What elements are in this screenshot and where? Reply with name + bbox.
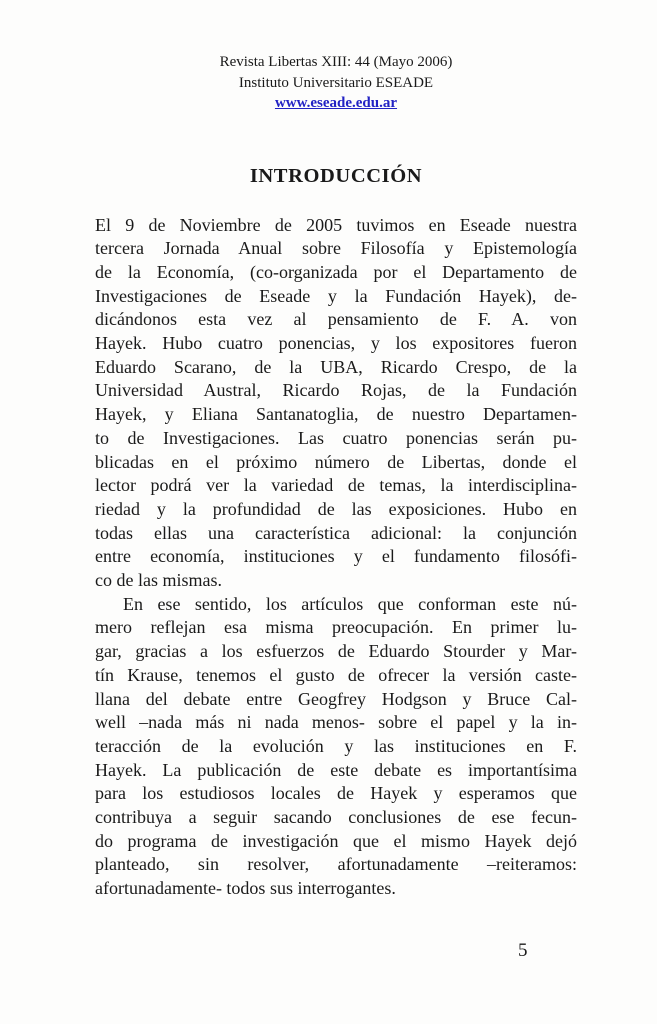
text-line: lector podrá ver la variedad de temas, la interdisciplina- — [95, 475, 577, 496]
text-line: Universidad Austral, Ricardo Rojas, de la Fundación — [95, 380, 577, 401]
text-line: do programa de investigación que el mismo Hayek dejó — [95, 830, 577, 851]
text-line: gar, gracias a los esfuerzos de Eduardo Stourder y Mar- — [95, 641, 577, 662]
text-line: Investigaciones de Eseade y la Fundación Hayek), de- — [95, 285, 577, 306]
text-line: co de las mismas. — [95, 570, 222, 591]
eseade-website-link[interactable]: www.eseade.edu.ar — [274, 95, 398, 111]
text-line: Hayek, y Eliana Santanatoglia, de nuestro Departamen- — [95, 404, 577, 425]
text-line: Eduardo Scarano, de la UBA, Ricardo Crespo, de la — [95, 356, 577, 377]
text-line: tercera Jornada Anual sobre Filosofía y Epistemología — [95, 238, 577, 259]
text-line: todas ellas una característica adicional: la conjunción — [95, 522, 577, 543]
text-line: para los estudiosos locales de Hayek y esperamos que — [95, 783, 577, 804]
text-line: blicadas en el próximo número de Libertas, donde el — [95, 451, 577, 472]
text-line: dicándonos esta vez al pensamiento de F. A. von — [95, 309, 577, 330]
journal-title: Revista Libertas XIII: 44 (Mayo 2006) — [219, 54, 453, 70]
institute-name: Instituto Universitario ESEADE — [238, 74, 434, 91]
text-line: entre economía, instituciones y el fundamento filosófi- — [95, 546, 577, 567]
text-line: well –nada más ni nada menos- sobre el papel y la in- — [95, 712, 577, 733]
text-line: de la Economía, (co-organizada por el Departamento de — [95, 261, 577, 282]
text-line: tín Krause, tenemos el gusto de ofrecer la versión caste- — [95, 664, 577, 685]
page-number: 5 — [518, 940, 528, 961]
text-line: to de Investigaciones. Las cuatro ponencias serán pu- — [95, 427, 577, 448]
text-line: llana del debate entre Geogfrey Hodgson y Bruce Cal- — [95, 688, 577, 709]
text-line: afortunadamente- todos sus interrogantes. — [95, 878, 396, 899]
body-text — [95, 214, 577, 901]
text-line: Hayek. Hubo cuatro ponencias, y los expositores fueron — [95, 333, 577, 354]
text-line: contribuya a seguir sacando conclusiones de ese fecun- — [95, 807, 577, 828]
text-line: El 9 de Noviembre de 2005 tuvimos en Eseade nuestra — [95, 214, 577, 235]
page-content — [95, 52, 577, 901]
text-line: mero reflejan esa misma preocupación. En primer lu- — [95, 617, 577, 638]
text-line: planteado, sin resolver, afortunadamente –reiteramos: — [95, 854, 577, 875]
text-line: riedad y la profundidad de las exposiciones. Hubo en — [95, 498, 577, 519]
text-line: Hayek. La publicación de este debate es importantísima — [95, 759, 577, 780]
text-line: En ese sentido, los artículos que conforman este nú- — [123, 593, 577, 614]
document-header — [95, 52, 577, 114]
text-line: teracción de la evolución y las instituciones en F. — [95, 735, 577, 756]
section-title: INTRODUCCIÓN — [249, 164, 423, 187]
